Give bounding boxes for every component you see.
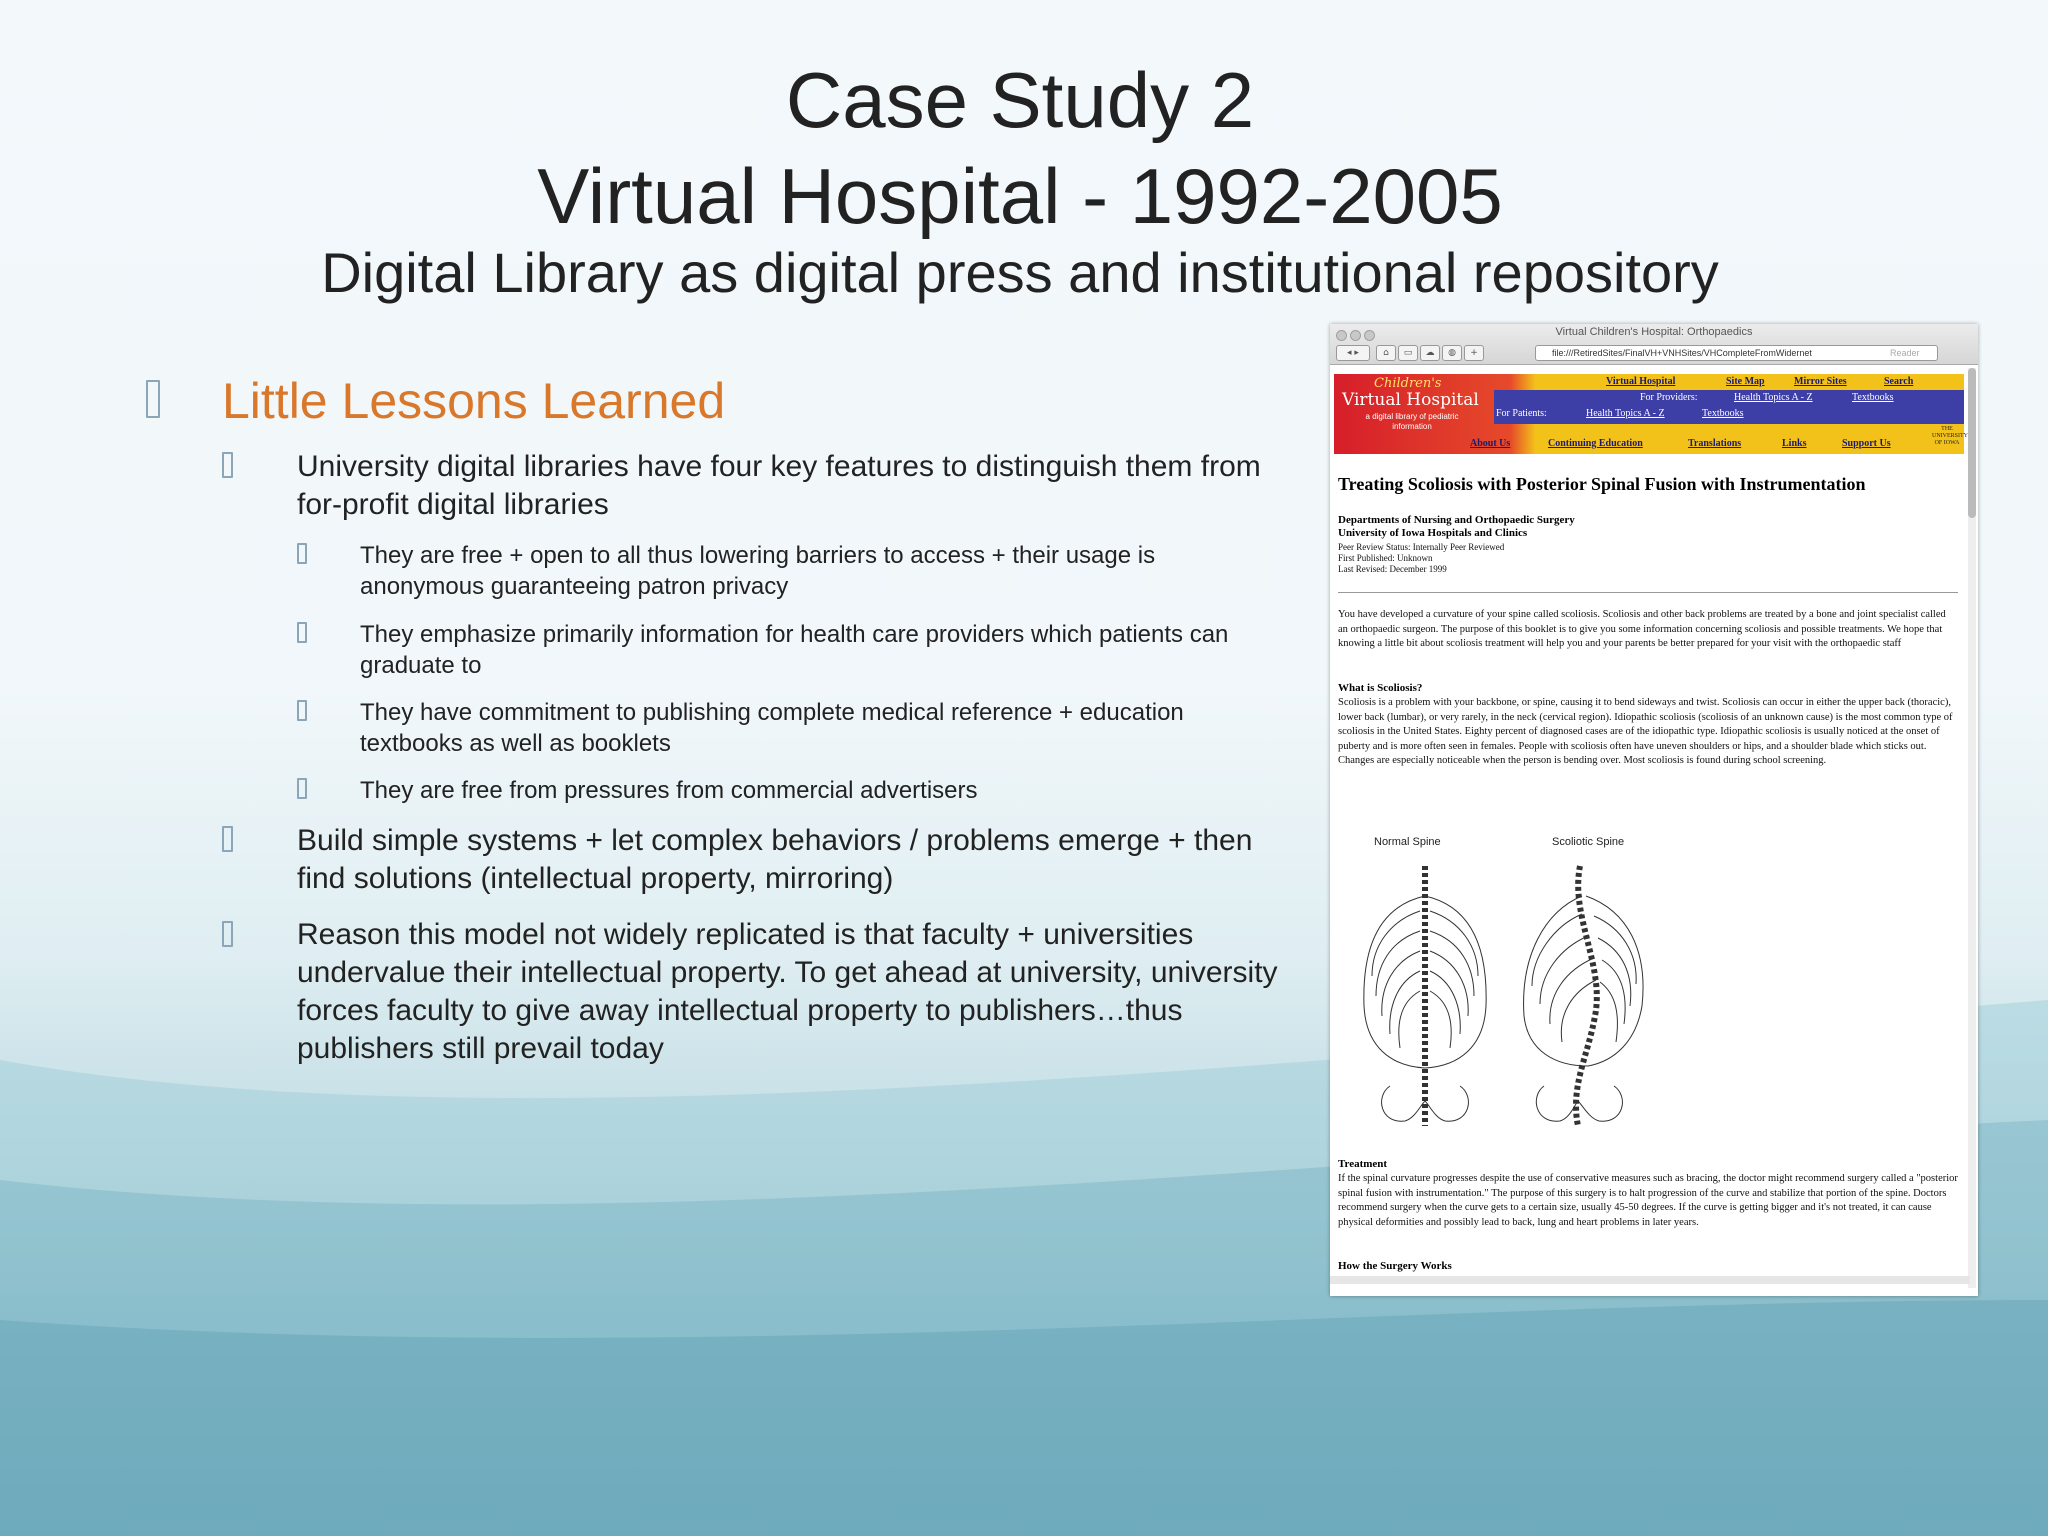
bullet-text: Reason this model not widely replicated is that faculty + universities undervalue their intellectual property. To get ahead at university, university forces faculty to give away intellectual property to publishers…thus publishers still prevail today (297, 918, 1278, 1065)
divider (1338, 592, 1958, 593)
bullet-marker-icon (222, 921, 233, 947)
institution-name: University of Iowa Hospitals and Clinics (1338, 527, 1528, 539)
back-forward-icon: ◂ ▸ (1336, 345, 1370, 361)
home-icon: ⌂ (1376, 345, 1396, 361)
bullet-marker-icon (222, 826, 233, 852)
meta-review: Peer Review Status: Internally Peer Reviewed (1338, 542, 1505, 552)
scoliotic-spine-label: Scoliotic Spine (1552, 836, 1625, 848)
link-links: Links (1782, 438, 1807, 449)
meta-published: First Published: Unknown (1338, 553, 1433, 563)
link-about-us: About Us (1470, 438, 1511, 449)
article-title: Treating Scoliosis with Posterior Spinal Fusion with Instrumentation (1338, 474, 1866, 494)
reader-label: Reader (1890, 348, 1920, 358)
sub-bullet-text: They are free from pressures from commercial advertisers (360, 777, 978, 804)
browser-screenshot (1330, 324, 1978, 1296)
providers-textbooks-link: Textbooks (1852, 392, 1894, 403)
slide-subtitle: Digital Library as digital press and institutional repository (321, 241, 1719, 304)
sub-bullet-text: They are free + open to all thus lowering barriers to access + their usage is anonymous guaranteeing patron privacy (360, 542, 1156, 600)
patients-textbooks-link: Textbooks (1702, 408, 1744, 419)
print-icon: ▭ (1398, 345, 1418, 361)
bullet-marker-icon (146, 380, 160, 418)
bullet-text: Build simple systems + let complex behaviors / problems emerge + then find solutions (intellectual property, mirroring) (297, 824, 1253, 895)
sub-bullet-text: They emphasize primarily information for health care providers which patients can graduate to (360, 621, 1229, 679)
link-search: Search (1884, 376, 1914, 387)
department-name: Departments of Nursing and Orthopaedic Surgery (1338, 514, 1575, 526)
vertical-scrollbar (1968, 368, 1976, 1288)
logo-sub-text: a digital library of pediatric information (1365, 412, 1459, 431)
link-continuing-education: Continuing Education (1548, 438, 1643, 449)
link-mirror-sites: Mirror Sites (1794, 376, 1847, 387)
section-heading: What is Scoliosis? (1338, 682, 1423, 694)
section-paragraph: Scoliosis is a problem with your backbone, or spine, causing it to bend sideways and twist. Scoliosis can occur in either the upper back (thoracic), lower back (lumbar), or very rarely, in the neck (cervical region). Idiopathic scoliosis (scoliosis of an unknown cause) is the most common type of scoliosis in the United States. Eighty percent of diagnosed cases are of the idiopathic type. Idiopathic scoliosis is usually noticed at the onset of puberty and is more often seen in females. People with scoliosis often have uneven shoulders or hips, and a shoulder blade which sticks out. Changes are especially noticeable when the person is bending over. Most scoliosis is found during school screening. (1338, 697, 1953, 766)
link-site-map: Site Map (1726, 376, 1765, 387)
patients-label: For Patients: (1496, 408, 1547, 419)
logo-main-text: Virtual Hospital (1342, 390, 1479, 410)
link-translations: Translations (1688, 438, 1742, 449)
bullet-text: University digital libraries have four key features to distinguish them from for-profit digital libraries (297, 450, 1261, 521)
meta-revised: Last Revised: December 1999 (1338, 564, 1447, 574)
spine-illustration (1350, 856, 1660, 1156)
scoliotic-spine-drawing (1524, 866, 1643, 1126)
lessons-heading: Little Lessons Learned (222, 373, 726, 429)
normal-spine-drawing (1364, 866, 1486, 1126)
treatment-paragraph: If the spinal curvature progresses despite the use of conservative measures such as bracing, the doctor might recommend surgery called a "posterior spinal fusion with instrumentation." The purpose of this surgery is to halt progression of the curve and stabilize that portion of the spine. Doctors recommend surgery when the curve gets to a certain size, usually 45-50 degrees. If the curve is getting bigger and it's not treated, it can cause physical deformities and possibly lead to back, lung and heart problems in later years. (1338, 1173, 1958, 1228)
window-title: Virtual Children's Hospital: Orthopaedics (1555, 326, 1753, 338)
patients-topics-link: Health Topics A - Z (1586, 408, 1665, 419)
article-meta (1338, 542, 1504, 575)
section-heading: Treatment (1338, 1158, 1388, 1170)
scrollbar-thumb (1968, 368, 1976, 518)
section-heading: How the Surgery Works (1338, 1260, 1452, 1272)
address-bar: file:///RetiredSites/FinalVH+VNHSites/VHCompleteFromWidernet (1535, 345, 1938, 361)
bullet-marker-icon (222, 452, 233, 478)
site-banner (1334, 374, 1968, 454)
title-line-1: Case Study 2 (785, 56, 1255, 144)
link-support-us: Support Us (1842, 438, 1891, 449)
globe-icon: ◍ (1442, 345, 1462, 361)
providers-topics-link: Health Topics A - Z (1734, 392, 1813, 403)
slide-title (0, 52, 2040, 244)
sub-bullet-text: They have commitment to publishing complete medical reference + education textbooks as well as booklets (360, 699, 1184, 757)
add-icon: + (1464, 345, 1484, 361)
bullet-marker-icon (297, 622, 307, 643)
browser-toolbar (1330, 324, 1978, 365)
bullet-marker-icon (297, 778, 307, 799)
logo-script-text: Children's (1374, 376, 1442, 391)
bullet-marker-icon (297, 700, 307, 721)
bullet-marker-icon (297, 543, 307, 564)
providers-label: For Providers: (1640, 392, 1698, 403)
cloud-icon: ☁ (1420, 345, 1440, 361)
department-line (1338, 514, 1575, 540)
normal-spine-label: Normal Spine (1374, 836, 1441, 848)
university-logo: THE UNIVERSITY OF IOWA (1932, 426, 1968, 446)
link-virtual-hospital: Virtual Hospital (1606, 376, 1676, 387)
intro-paragraph: You have developed a curvature of your spine called scoliosis. Scoliosis and other back problems are treated by a bone and joint specialist called an orthopaedic surgeon. The purpose of this booklet is to give you some information concerning scoliosis and possible treatments. We hope that knowing a little bit about scoliosis treatment will help you and your parents be better prepared for your visit with the orthopaedic staff (1338, 609, 1946, 649)
horizontal-scrollbar (1330, 1276, 1970, 1284)
title-line-2: Virtual Hospital - 1992-2005 (537, 152, 1503, 240)
